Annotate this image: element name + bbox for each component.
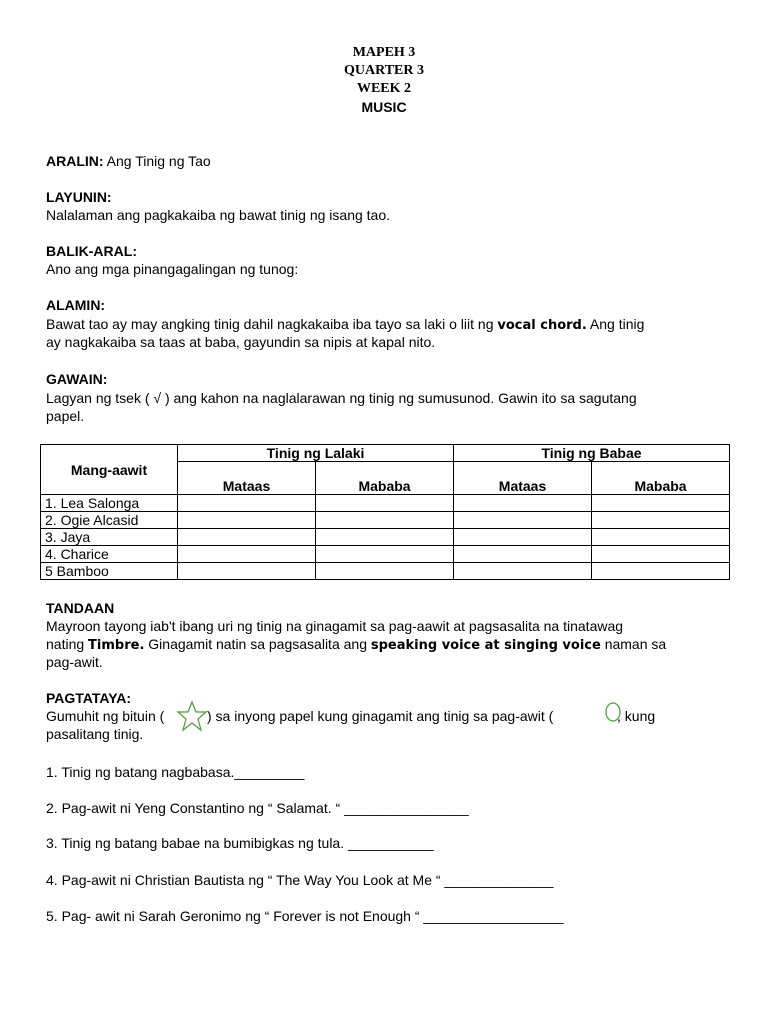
alamin-line-1 bbox=[46, 315, 644, 335]
answer-cell[interactable] bbox=[592, 546, 730, 563]
gawain-line-1: Lagyan ng tsek ( √ ) ang kahon na naglalarawan ng tinig ng sumusunod. Gawin ito sa sagutang bbox=[46, 390, 637, 406]
alamin-bold-term: vocal chord. bbox=[497, 318, 587, 333]
alamin-text-b: Ang tinig bbox=[586, 316, 645, 332]
answer-cell[interactable] bbox=[592, 512, 730, 529]
answer-cell[interactable] bbox=[454, 512, 592, 529]
col-header-male-high: Mataas bbox=[178, 462, 316, 495]
tandaan-line-1: Mayroon tayong iab't ibang uri ng tinig na ginagamit sa pag-aawit at pagsasalita na tinatawag bbox=[46, 618, 624, 634]
balik-aral-text: Ano ang mga pinangagalingan ng tunog: bbox=[46, 261, 299, 277]
layunin-text: Nalalaman ang pagkakaiba ng bawat tinig ng isang tao. bbox=[46, 207, 391, 223]
oval-icon bbox=[602, 700, 624, 730]
answer-cell[interactable] bbox=[178, 495, 316, 512]
table-row bbox=[41, 546, 730, 563]
pagtataya-label: PAGTATAYA: bbox=[46, 690, 132, 706]
table-row bbox=[41, 512, 730, 529]
header-music: MUSIC bbox=[361, 99, 407, 115]
answer-cell[interactable] bbox=[178, 546, 316, 563]
col-header-singer: Mang-aawit bbox=[41, 445, 178, 495]
assessment-item-5: 5. Pag- awit ni Sarah Geronimo ng “ Forever is not Enough “ __________________ bbox=[46, 908, 564, 924]
singer-cell: 4. Charice bbox=[41, 546, 178, 563]
pagtataya-line-1a: Gumuhit ng bituin ( bbox=[46, 708, 165, 724]
assessment-item-1: 1. Tinig ng batang nagbabasa._________ bbox=[46, 764, 305, 780]
tandaan-line-3: pag-awit. bbox=[46, 654, 103, 670]
answer-cell[interactable] bbox=[316, 563, 454, 580]
header-week: WEEK 2 bbox=[356, 81, 412, 96]
pagtataya-line-1c: , kung bbox=[617, 708, 656, 724]
answer-cell[interactable] bbox=[178, 512, 316, 529]
table-header-row bbox=[41, 445, 730, 462]
table-row bbox=[41, 495, 730, 512]
tandaan-text-a: nating bbox=[46, 636, 89, 652]
answer-cell[interactable] bbox=[178, 563, 316, 580]
answer-cell[interactable] bbox=[592, 563, 730, 580]
tandaan-text-c: naman sa bbox=[600, 636, 667, 652]
singer-cell: 1. Lea Salonga bbox=[41, 495, 178, 512]
header-quarter: QUARTER 3 bbox=[343, 63, 424, 78]
answer-cell[interactable] bbox=[454, 546, 592, 563]
answer-cell[interactable] bbox=[592, 529, 730, 546]
tandaan-bold-timbre: Timbre. bbox=[88, 638, 145, 653]
assessment-item-4: 4. Pag-awit ni Christian Bautista ng “ The Way You Look at Me “ ______________ bbox=[46, 872, 554, 888]
aralin-text: Ang Tinig ng Tao bbox=[103, 153, 211, 169]
aralin-line bbox=[46, 152, 211, 170]
singer-cell: 5 Bamboo bbox=[41, 563, 178, 580]
alamin-line-2: ay nagkakaiba sa taas at baba, gayundin sa nipis at kapal nito. bbox=[46, 334, 436, 350]
singer-cell: 2. Ogie Alcasid bbox=[41, 512, 178, 529]
gawain-line-2: papel. bbox=[46, 408, 85, 424]
col-header-female: Tinig ng Babae bbox=[454, 445, 730, 462]
tandaan-label: TANDAAN bbox=[46, 600, 115, 616]
answer-cell[interactable] bbox=[316, 529, 454, 546]
alamin-text-a: Bawat tao ay may angking tinig dahil nagkakaiba iba tayo sa laki o liit ng bbox=[46, 316, 498, 332]
tandaan-line-2 bbox=[46, 635, 666, 655]
layunin-label: LAYUNIN: bbox=[46, 189, 112, 205]
assessment-item-2: 2. Pag-awit ni Yeng Constantino ng “ Salamat. “ ________________ bbox=[46, 800, 469, 816]
answer-cell[interactable] bbox=[316, 495, 454, 512]
answer-cell[interactable] bbox=[454, 495, 592, 512]
assessment-item-3: 3. Tinig ng batang babae na bumibigkas ng tula. ___________ bbox=[46, 835, 434, 851]
col-header-female-low: Mababa bbox=[592, 462, 730, 495]
col-header-male: Tinig ng Lalaki bbox=[178, 445, 454, 462]
gawain-label: GAWAIN: bbox=[46, 371, 108, 387]
voice-table bbox=[40, 444, 730, 580]
table-row bbox=[41, 563, 730, 580]
answer-cell[interactable] bbox=[454, 529, 592, 546]
header-subject: MAPEH 3 bbox=[352, 45, 416, 60]
pagtataya-line-1b: ) sa inyong papel kung ginagamit ang tinig sa pag-awit ( bbox=[207, 708, 554, 724]
alamin-label: ALAMIN: bbox=[46, 297, 106, 313]
balik-aral-label: BALIK-ARAL: bbox=[46, 243, 137, 259]
answer-cell[interactable] bbox=[316, 512, 454, 529]
answer-cell[interactable] bbox=[316, 546, 454, 563]
table-row bbox=[41, 529, 730, 546]
aralin-label: ARALIN: bbox=[46, 153, 104, 169]
singer-cell: 3. Jaya bbox=[41, 529, 178, 546]
answer-cell[interactable] bbox=[178, 529, 316, 546]
col-header-male-low: Mababa bbox=[316, 462, 454, 495]
col-header-female-high: Mataas bbox=[454, 462, 592, 495]
star-icon bbox=[176, 700, 208, 732]
pagtataya-line-2: pasalitang tinig. bbox=[46, 726, 144, 742]
answer-cell[interactable] bbox=[592, 495, 730, 512]
tandaan-text-b: Ginagamit natin sa pagsasalita ang bbox=[144, 636, 371, 652]
answer-cell[interactable] bbox=[454, 563, 592, 580]
tandaan-bold-voice: speaking voice at singing voice bbox=[370, 638, 601, 653]
